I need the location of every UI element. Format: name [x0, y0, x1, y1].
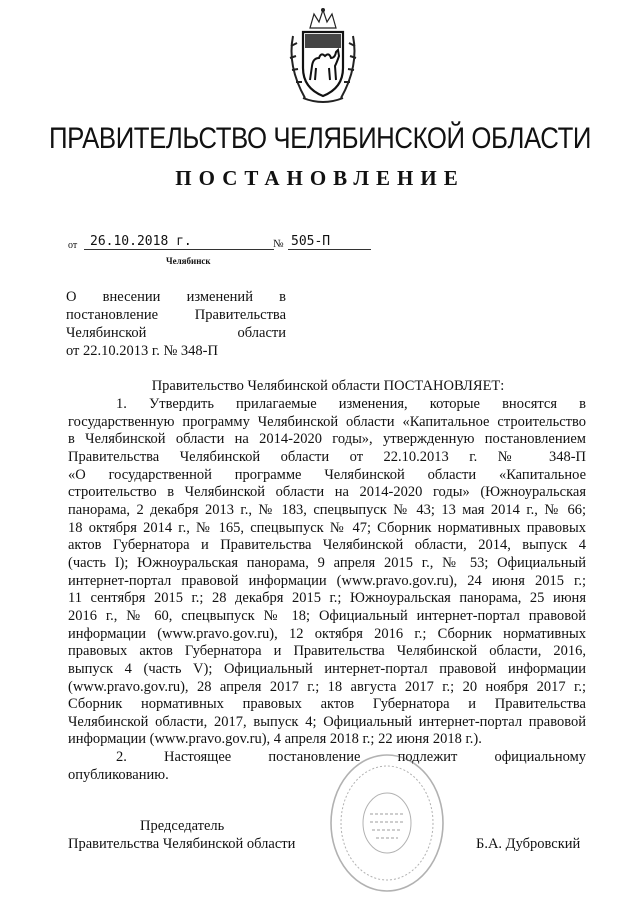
official-seal	[322, 748, 452, 898]
body-line: Правительства Челябинской области от 22.10.2013 г. № 348-П	[68, 448, 586, 465]
document-number: 505-П	[288, 234, 371, 250]
resolution-intro: Правительство Челябинской области ПОСТАНОВЛЯЕТ:	[151, 378, 505, 394]
document-subject	[66, 288, 286, 360]
body-line: правовых актов Губернатора и Правительства Челябинской области, 2016,	[68, 643, 586, 660]
body-line: информации (www.pravo.gov.ru), 4 апреля 2018 г.; 22 июня 2018 г.).	[68, 731, 482, 748]
signatory-organization: Правительства Челябинской области	[68, 836, 296, 852]
body-line: (www.pravo.gov.ru), 28 апреля 2017 г.; 18 августа 2017 г.; 20 ноября 2017 г.;	[68, 678, 586, 695]
signatory-name: Б.А. Дубровский	[476, 836, 581, 852]
subject-line: постановление Правительства	[66, 307, 286, 323]
body-line: 18 октября 2014 г., № 165, спецвыпуск № 47; Сборник нормативных правовых	[68, 519, 586, 536]
document-type: ПОСТАНОВЛЕНИЕ	[175, 166, 465, 190]
document-city: Челябинск	[166, 256, 211, 266]
body-line: интернет-портал правовой информации (www.pravo.gov.ru), 24 июня 2015 г.;	[68, 572, 586, 589]
body-line: Сборник нормативных правовых актов Губернатора и Правительства	[68, 696, 586, 713]
document-date: 26.10.2018 г.	[84, 234, 274, 250]
body-line: в Челябинской области на 2014-2020 годы», утвержденную постановлением	[68, 431, 586, 448]
body-line: 2. Настоящее постановление подлежит официальному	[116, 749, 586, 766]
body-line: информации (www.pravo.gov.ru), 12 октября 2016 г.; Сборник нормативных	[68, 625, 586, 642]
signatory-title: Председатель	[140, 818, 225, 834]
body-line: опубликованию.	[68, 766, 169, 783]
body-line: 11 сентября 2015 г.; 28 декабря 2015 г.; Южноуральская панорама, 25 июня	[68, 590, 586, 607]
body-line: строительство в Челябинской области на 2014-2020 годы» (Южноуральская	[68, 484, 586, 501]
government-title: ПРАВИТЕЛЬСТВО ЧЕЛЯБИНСКОЙ ОБЛАСТИ	[48, 122, 592, 155]
date-prefix: от	[68, 240, 78, 251]
body-line: государственную программу Челябинской области «Капитальное строительство	[68, 413, 586, 430]
body-line: 2016 г., № 60, спецвыпуск № 18; Официальный интернет-портал правовой	[68, 607, 586, 624]
body-line: 1. Утвердить прилагаемые изменения, которые вносятся в	[116, 396, 586, 412]
document-body	[68, 396, 586, 784]
number-sign: №	[273, 238, 284, 250]
body-line: «О государственной программе Челябинской области «Капитальное	[68, 466, 586, 483]
subject-line: от 22.10.2013 г. № 348-П	[66, 343, 218, 359]
body-line: актов Губернатора и Правительства Челябинской области, 2014, выпуск 4	[68, 537, 586, 554]
subject-line: О внесении изменений в	[66, 289, 286, 305]
document-meta	[68, 234, 331, 254]
body-line: выпуск 4 (часть V); Официальный интернет-портал правовой информации	[68, 660, 586, 677]
body-line: Челябинской области, 2017, выпуск 4; Официальный интернет-портал правовой	[68, 713, 586, 730]
subject-line: Челябинской области	[66, 325, 286, 341]
body-line: панорама, 2 декабря 2013 г., № 183, спецвыпуск № 43; 13 мая 2014 г., № 66;	[68, 501, 586, 518]
body-line: (часть I); Южноуральская панорама, 9 апреля 2015 г., № 53; Официальный	[68, 554, 586, 571]
coat-of-arms-icon	[283, 6, 363, 106]
